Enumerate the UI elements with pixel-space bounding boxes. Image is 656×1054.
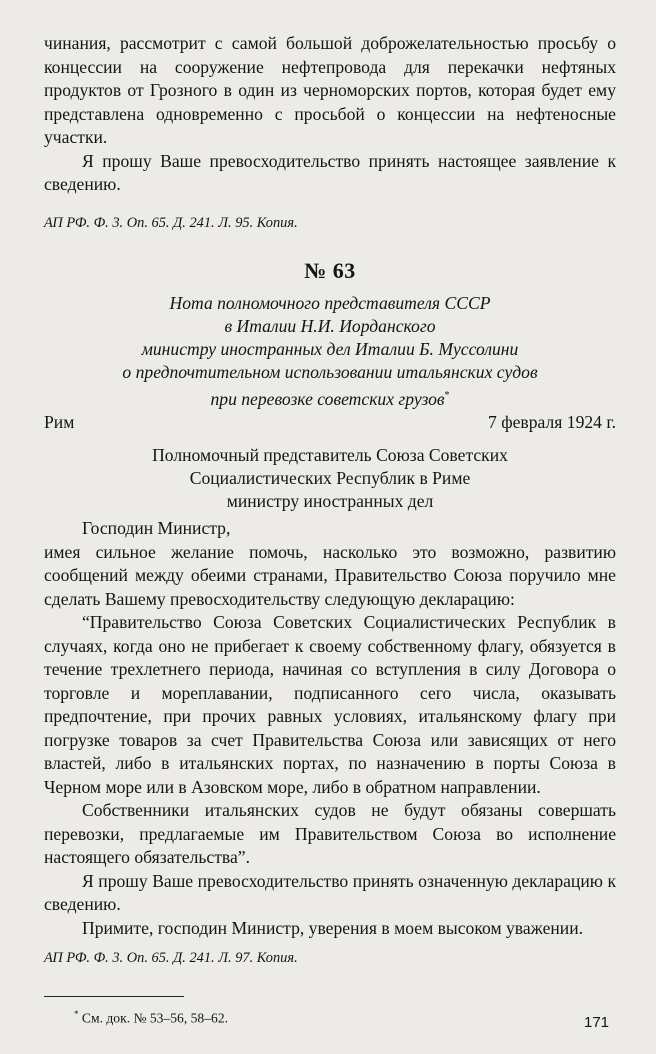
body-paragraph-1: имея сильное желание помочь, насколько это возможно, развитию сообщений между обеими странами, Правительство Союза поручило мне сделать Вашему превосходительству следующую декларацию:: [44, 541, 616, 609]
page-number: 171: [584, 1014, 610, 1031]
footnote-marker: *: [444, 390, 450, 401]
body-paragraph-3: Собственники итальянских судов не будут обязаны совершать перевозки, предлагаемые им Правительством Союза во исполнение настоящего обязательства”.: [44, 800, 616, 868]
salutation: Господин Министр,: [82, 518, 231, 539]
document-title: [44, 292, 616, 411]
title-line: в Италии Н.И. Иорданского: [224, 316, 436, 336]
address-line: Полномочный представитель Союза Советских: [152, 445, 508, 466]
footnote-text: См. док. № 53–56, 58–62.: [81, 1010, 229, 1026]
footnote: [74, 1005, 616, 1028]
addressee-block: [44, 444, 616, 513]
place: Рим: [44, 411, 75, 432]
footnote-mark: *: [74, 1009, 79, 1020]
body-paragraph-4: Я прошу Ваше превосходительство принять означенную декларацию к сведению.: [44, 870, 616, 915]
address-line: Социалистических Республик в Риме: [189, 468, 471, 489]
title-line: министру иностранных дел Италии Б. Муссолини: [141, 339, 519, 359]
archive-source: АП РФ. Ф. 3. Оп. 65. Д. 241. Л. 97. Копия.: [44, 950, 298, 967]
archive-source-previous: АП РФ. Ф. 3. Оп. 65. Д. 241. Л. 95. Копия.: [44, 214, 298, 231]
title-line: о предпочтительном использовании итальянских судов: [122, 362, 538, 382]
closing-previous-paragraph: Я прошу Ваше превосходительство принять настоящее заявление к сведению.: [44, 150, 616, 194]
address-line: министру иностранных дел: [226, 491, 434, 512]
date: 7 февраля 1924 г.: [488, 411, 616, 432]
title-line: Нота полномочного представителя СССР: [169, 293, 491, 313]
document-number: № 63: [304, 257, 356, 283]
document-page: [44, 32, 616, 1028]
body-paragraph-5: Примите, господин Министр, уверения в моем высоком уважении.: [82, 917, 584, 938]
title-line: при перевозке советских грузов: [210, 388, 445, 409]
place-date-line: [44, 411, 616, 435]
footnote-divider: [44, 996, 184, 997]
body-paragraph-2: “Правительство Союза Советских Социалистических Республик в случаях, когда оно не прибегает к своему собственному флагу, обязуется в течение трехлетнего периода, начиная со вступления в силу Договора о торговле и мореплавании, подписанного сего числа, оказывать предпочтение, при прочих равных условиях, итальянскому флагу при погрузке товаров за счет Правительства Союза или зависящих от него властей, либо в итальянских портах, по назначению в порты Союза в Черном море или в Азовском море, либо в обратном направлении.: [44, 612, 616, 797]
continuation-paragraph: чинания, рассмотрит с самой большой доброжелательностью просьбу о концессии на сооружение нефтепровода для перекачки нефтяных продуктов от Грозного в один из черноморских портов, которая будет ему представлена одновременно с просьбой о концессии на нефтеносные участки.: [44, 33, 616, 147]
